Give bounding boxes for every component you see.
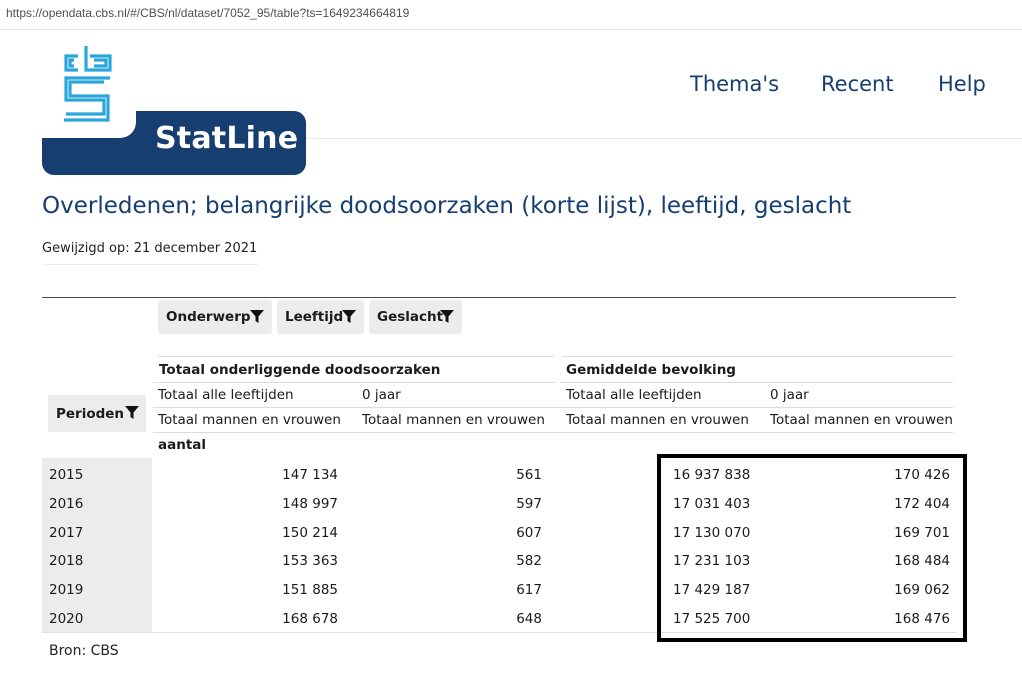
- table-cell: 169 062: [894, 582, 950, 598]
- header-divider: [562, 356, 953, 357]
- table-cell: 17 031 403: [673, 496, 751, 512]
- leeftijd-filter-button[interactable]: [277, 300, 364, 334]
- table-cell: 172 404: [894, 496, 950, 512]
- table-cell: 153 363: [282, 553, 338, 569]
- row-year: 2015: [49, 467, 84, 483]
- geslacht-filter-button[interactable]: [369, 300, 462, 334]
- geslacht-label: Geslacht: [377, 309, 444, 325]
- unit-header: aantal: [158, 437, 207, 453]
- browser-url-bar[interactable]: [0, 0, 1022, 30]
- header-divider: [560, 382, 953, 383]
- table-cell: 150 214: [282, 525, 338, 541]
- table-cell: 16 937 838: [673, 467, 751, 483]
- nav-themes-link[interactable]: Thema's: [690, 72, 780, 96]
- header-divider: [153, 382, 556, 383]
- filter-icon[interactable]: [250, 310, 264, 324]
- table-cell: 148 997: [282, 496, 338, 512]
- page-title: Overledenen; belangrijke doodsoorzaken (korte lijst), leeftijd, geslacht: [42, 193, 852, 219]
- table-cell: 169 701: [894, 525, 950, 541]
- group-header-deaths: Totaal onderliggende doodsoorzaken: [159, 362, 441, 378]
- group-header-population: Gemiddelde bevolking: [566, 362, 736, 378]
- row-year: 2020: [49, 611, 84, 627]
- table-cell: 597: [516, 496, 542, 512]
- row-year: 2018: [49, 553, 84, 569]
- table-cell: 17 130 070: [673, 525, 751, 541]
- modified-date: Gewijzigd op: 21 december 2021: [42, 241, 258, 256]
- table-cell: 147 134: [282, 467, 338, 483]
- header-divider: [153, 432, 953, 433]
- table-cell: 170 426: [894, 467, 950, 483]
- onderwerp-label: Onderwerp: [166, 309, 251, 325]
- sex-header: Totaal mannen en vrouwen: [770, 412, 953, 428]
- modified-divider: [42, 264, 258, 265]
- row-year: 2016: [49, 496, 84, 512]
- age-header: Totaal alle leeftijden: [566, 387, 702, 403]
- age-header: 0 jaar: [770, 387, 809, 403]
- filter-icon[interactable]: [440, 310, 454, 324]
- table-cell: 617: [516, 582, 542, 598]
- period-column: [42, 458, 152, 632]
- table-cell: 168 678: [282, 611, 338, 627]
- filter-icon[interactable]: [125, 406, 139, 420]
- filter-icon[interactable]: [342, 310, 356, 324]
- table-top-border: [42, 297, 956, 298]
- cbs-logo-icon[interactable]: [60, 44, 120, 130]
- nav-recent-link[interactable]: Recent: [821, 72, 894, 96]
- onderwerp-filter-button[interactable]: [158, 300, 272, 334]
- header-divider: [306, 138, 1022, 139]
- sex-header: Totaal mannen en vrouwen: [362, 412, 545, 428]
- row-year: 2019: [49, 582, 84, 598]
- row-year: 2017: [49, 525, 84, 541]
- table-cell: 607: [516, 525, 542, 541]
- highlight-box: [657, 454, 967, 642]
- sex-header: Totaal mannen en vrouwen: [158, 412, 341, 428]
- leeftijd-label: Leeftijd: [285, 309, 344, 325]
- table-cell: 168 476: [894, 611, 950, 627]
- header-divider: [158, 356, 554, 357]
- table-cell: 17 429 187: [673, 582, 751, 598]
- sex-header: Totaal mannen en vrouwen: [566, 412, 749, 428]
- nav-help-link[interactable]: Help: [938, 72, 986, 96]
- table-cell: 151 885: [282, 582, 338, 598]
- browser-url[interactable]: https://opendata.cbs.nl/#/CBS/nl/dataset/7052_95/table?ts=1649234664819: [6, 6, 410, 20]
- perioden-label: Perioden: [56, 405, 125, 422]
- table-cell: 582: [516, 553, 542, 569]
- table-cell: 17 231 103: [673, 553, 751, 569]
- header-divider: [153, 407, 953, 408]
- age-header: 0 jaar: [362, 387, 401, 403]
- perioden-filter-button[interactable]: [48, 395, 146, 432]
- table-cell: 648: [516, 611, 542, 627]
- source-note: Bron: CBS: [49, 643, 119, 659]
- brand-name[interactable]: StatLine: [155, 121, 299, 156]
- age-header: Totaal alle leeftijden: [158, 387, 294, 403]
- table-cell: 168 484: [894, 553, 950, 569]
- table-cell: 561: [516, 467, 542, 483]
- table-cell: 17 525 700: [673, 611, 751, 627]
